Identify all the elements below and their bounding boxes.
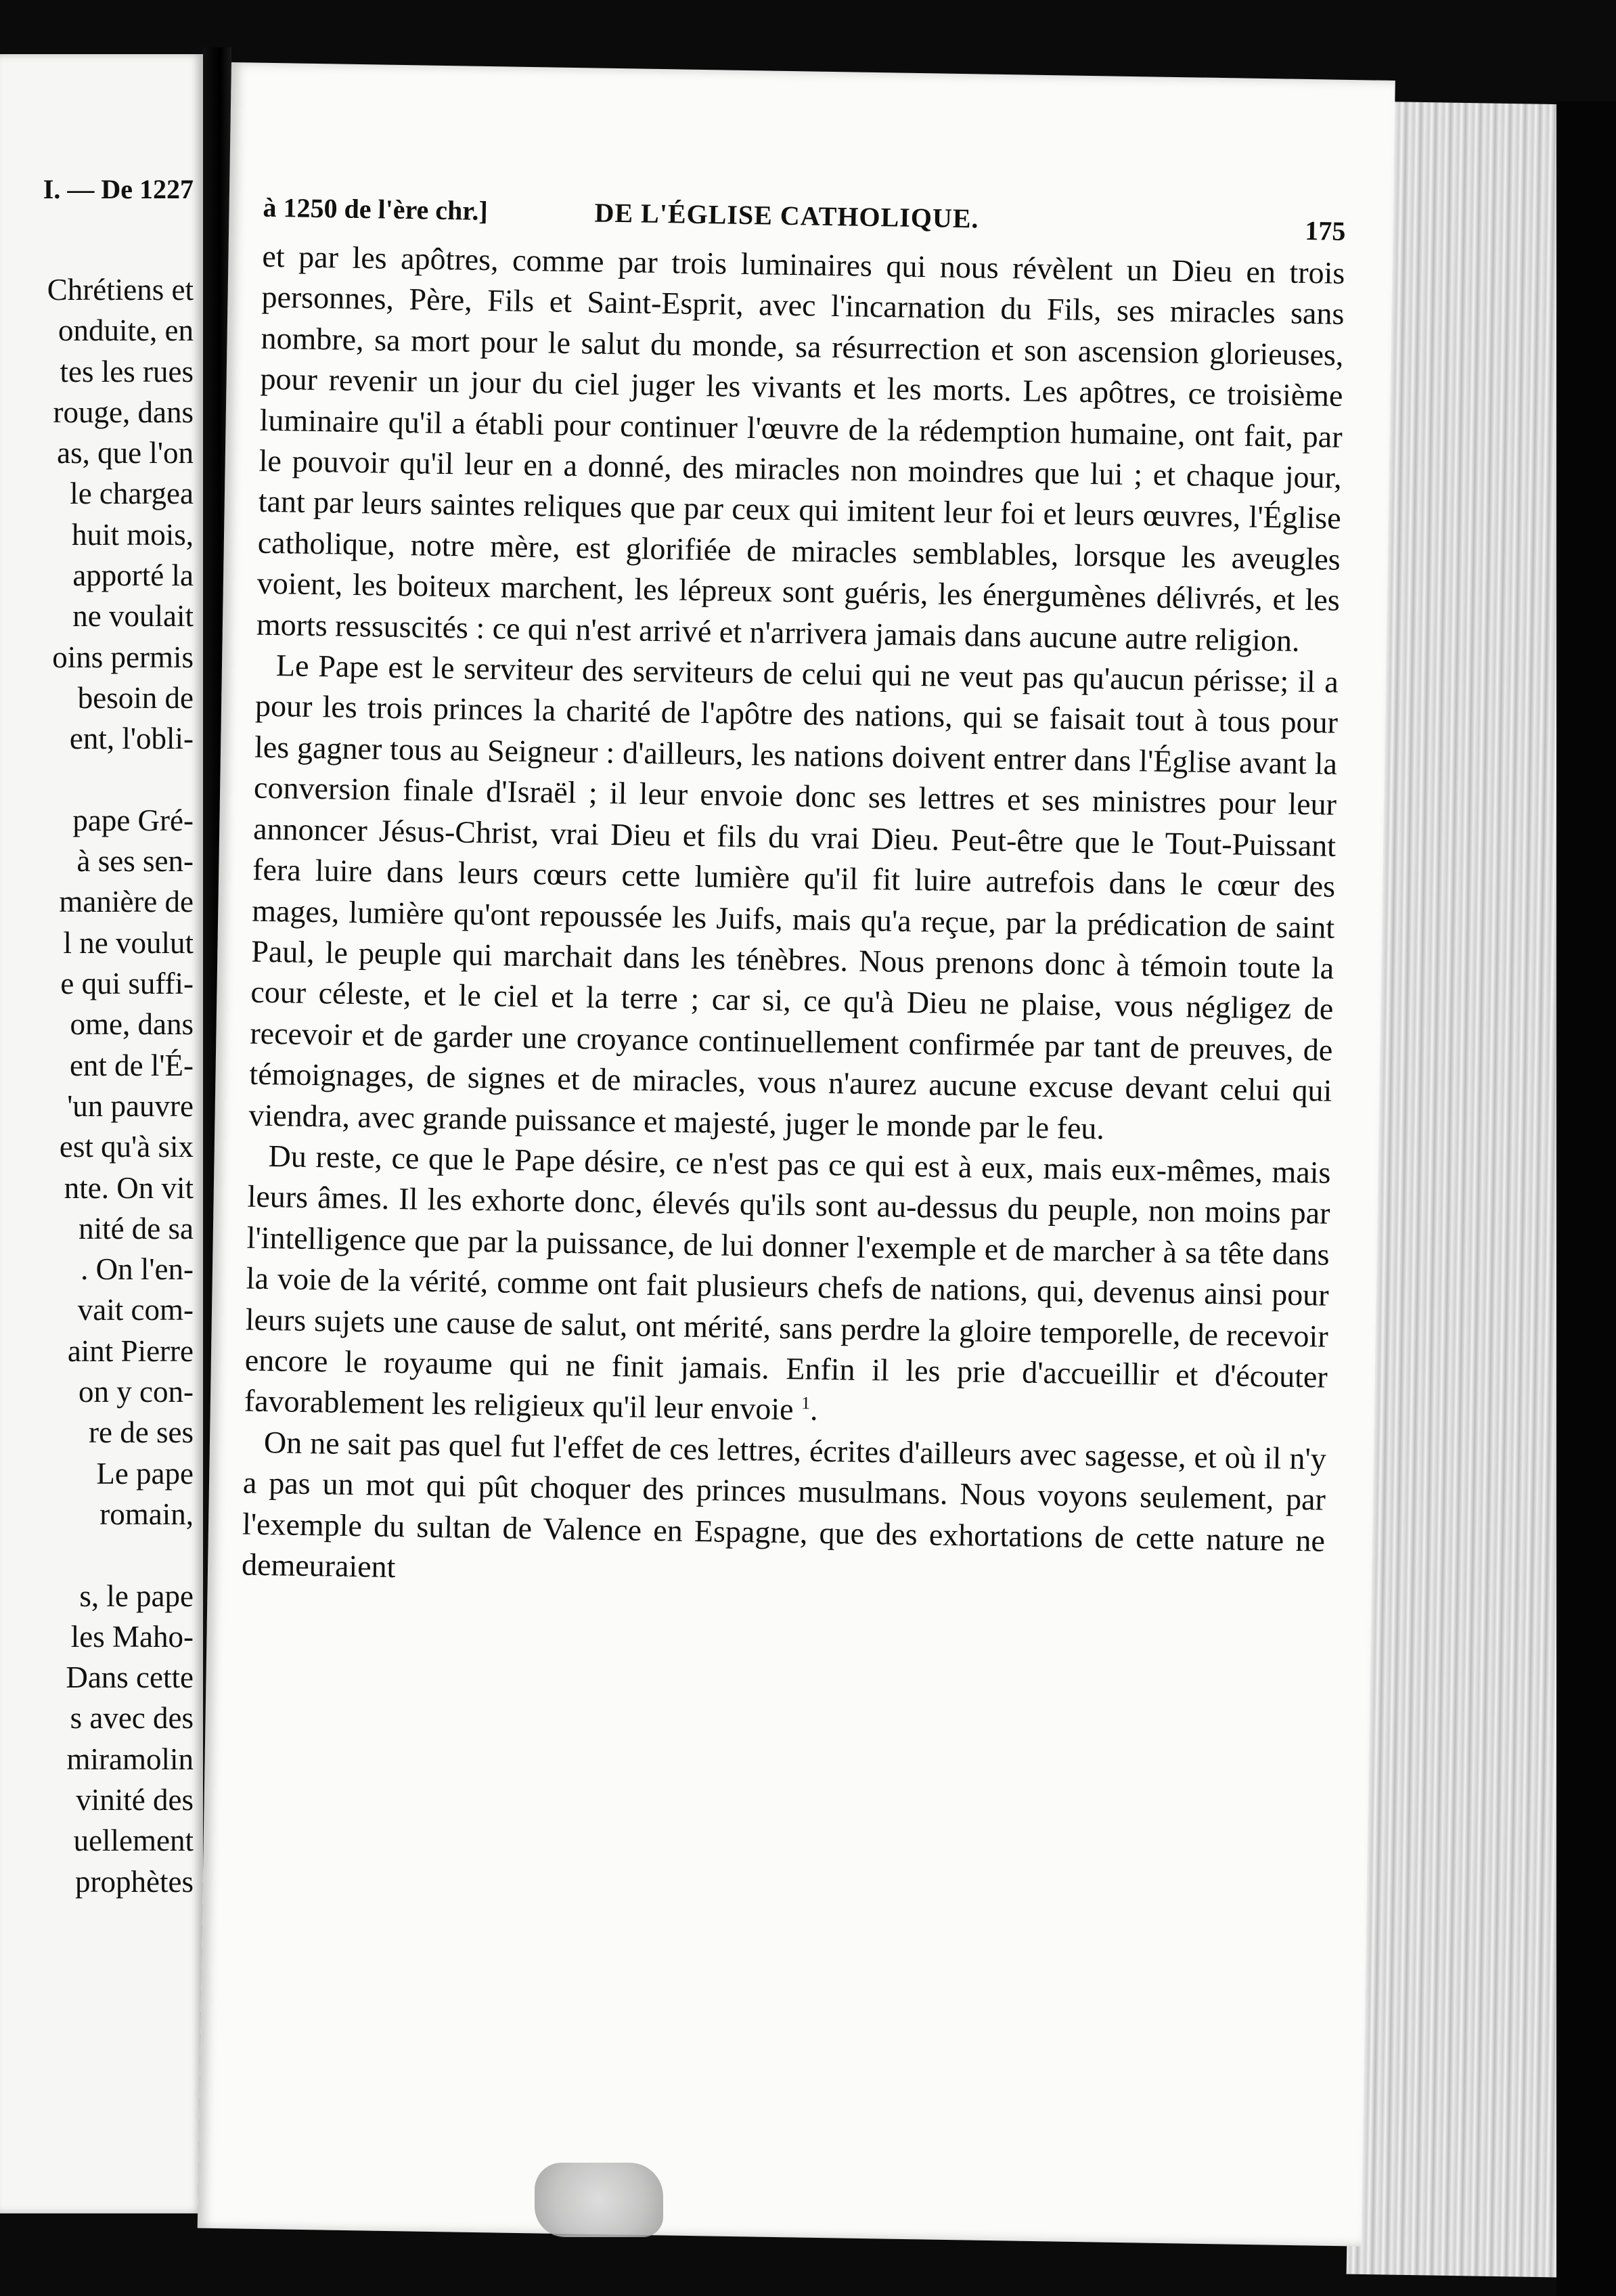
left-page-line: à ses sen- bbox=[76, 844, 194, 879]
left-page-line: ent, l'obli- bbox=[69, 722, 194, 756]
left-page-line: as, que l'on bbox=[57, 436, 194, 470]
right-page bbox=[198, 62, 1395, 2247]
left-page-line: . On l'en- bbox=[81, 1252, 194, 1287]
paragraph-text: Du reste, ce que le Pape désire, ce n'est pas ce qui est à eux, mais eux-mêmes, mais leurs âmes. Il les exhorte donc, élevés qu'ils sont au-dessus du peuple, non moins par l'intelligence que par la puissance, de lui donner l'exemple et de marcher à sa tête dans la voie de la vérité, comme ont fait plusieurs chefs de nations, qui, devenus ainsi pour leurs sujets une cause de salut, ont mérité, sans perdre la gloire temporelle, de recevoir encore le royaume qui ne finit jamais. Enfin il les prie d'accueillir et d'écouter favorablement les religieux qu'il leur envoie bbox=[244, 1138, 1331, 1427]
left-page-line: prophètes bbox=[75, 1864, 194, 1899]
left-page-line: Chrétiens et bbox=[47, 273, 194, 307]
left-page-line: on y con- bbox=[78, 1375, 194, 1409]
left-page-line: rouge, dans bbox=[53, 395, 194, 429]
left-running-head: I. — De 1227 bbox=[43, 174, 194, 204]
left-page-line: e qui suffi- bbox=[60, 967, 194, 1001]
left-page-line: s, le pape bbox=[79, 1578, 194, 1613]
left-page-line: manière de bbox=[59, 885, 194, 919]
left-page-line: Le pape bbox=[96, 1456, 194, 1491]
left-page-line: uellement bbox=[73, 1824, 194, 1858]
left-page-line: vait com- bbox=[77, 1293, 194, 1327]
left-page-line: apporté la bbox=[72, 558, 194, 593]
left-page-line: miramolin bbox=[66, 1742, 194, 1776]
left-page-text bbox=[0, 269, 194, 1902]
paragraph: et par les apôtres, comme par trois luminaires qui nous révèlent un Dieu en trois personnes, Père, Fils et Saint-Esprit, avec l'incarnation du Fils, ses miracles sans nombre, sa mort pour le salut du monde, sa résurrection et son ascension glorieuses, pour revenir un jour du ciel juger les vivants et les morts. Les apôtres, ce troisième luminaire qu'il a établi pour continuer l'œuvre de la rédemption humaine, ont fait, par le pouvoir qu'il leur en a donné, des miracles non moindres que lui ; et chaque jour, tant par leurs saintes reliques que par ceux qui imitent leur foi et leurs œuvres, l'Église catholique, notre mère, est glorifiée de miracles semblables, lorsque les aveugles voient, les boiteux marchent, les lépreux sont guéris, les énergumènes délivrés, et les morts ressuscités : ce qui n'est arrivé et n'arrivera jamais dans aucune autre religion. bbox=[256, 238, 1345, 658]
left-page-line: s avec des bbox=[70, 1701, 194, 1736]
left-page-line: besoin de bbox=[77, 680, 194, 715]
left-page-line: ne voulait bbox=[72, 599, 194, 634]
left-page-line: ome, dans bbox=[70, 1007, 194, 1042]
left-page-line: romain, bbox=[99, 1497, 194, 1531]
left-page-line: oins permis bbox=[52, 640, 194, 674]
left-page-line: nité de sa bbox=[78, 1211, 194, 1245]
left-page-line: le chargea bbox=[70, 477, 194, 511]
running-head-date-range: à 1250 de l'ère chr.] bbox=[263, 192, 489, 226]
left-page-line bbox=[0, 759, 194, 800]
body-text bbox=[242, 236, 1345, 1602]
page-number: 175 bbox=[1304, 215, 1346, 246]
left-page-line: tes les rues bbox=[60, 354, 194, 389]
paragraph: Le Pape est le serviteur des serviteurs de celui qui ne veut pas qu'aucun périsse; il a pour les trois princes la charité de l'apôtre des nations, qui se faisait tout à tous pour les gagner tous au Seigneur : d'ailleurs, les nations doivent entrer dans l'Église avant la conversion finale d'Israël ; il leur envoie donc ses lettres et ses ministres pour leur annoncer Jésus-Christ, vrai Dieu et fils du vrai Dieu. Peut-être que le Tout-Puissant fera luire dans leurs cœurs cette lumière qu'il fit luire autrefois dans le cœur des mages, lumière qu'ont repoussée les Juifs, mais qu'a reçue, par la prédication de saint Paul, le peuple qui marchait dans les ténèbres. Nous prenons donc à témoin toute la cour céleste, et le ciel et la terre ; car si, ce qu'à Dieu ne plaise, vous négligez de recevoir et de garder une croyance continuellement confirmée par tant de preuves, de témoignages, de signes et de miracles, vous n'aurez aucune excuse devant celui qui viendra, avec grande puissance et majesté, juger le monde par le feu. bbox=[248, 648, 1339, 1145]
left-page-line: re de ses bbox=[89, 1415, 194, 1450]
left-page-line: est qu'à six bbox=[59, 1130, 194, 1164]
left-page-line bbox=[0, 1535, 194, 1575]
left-page-line: les Maho- bbox=[70, 1619, 194, 1654]
left-page-line: ent de l'É- bbox=[69, 1048, 194, 1082]
left-page-line: vinité des bbox=[76, 1782, 194, 1817]
left-page-line: l ne voulut bbox=[63, 925, 194, 960]
footnote-marker: 1 bbox=[801, 1393, 811, 1413]
left-page-line: 'un pauvre bbox=[67, 1088, 194, 1123]
paragraph-end-punctuation: . bbox=[809, 1392, 818, 1428]
left-page-line: onduite, en bbox=[58, 313, 194, 348]
library-stamp bbox=[535, 2163, 663, 2237]
left-page-line: nte. On vit bbox=[64, 1170, 194, 1205]
paragraph bbox=[244, 1136, 1330, 1439]
left-page-line: pape Gré- bbox=[72, 803, 194, 837]
edge-shadow bbox=[1556, 102, 1616, 2296]
running-head-title: DE L'ÉGLISE CATHOLIQUE. bbox=[594, 197, 979, 234]
left-page-line: Dans cette bbox=[66, 1660, 194, 1695]
left-page-line: aint Pierre bbox=[67, 1333, 194, 1368]
paragraph: On ne sait pas quel fut l'effet de ces lettres, écrites d'ailleurs avec sagesse, et où il n'y a pas un mot qui pût choquer des princes musulmans. Nous voyons seulement, par l'exemple du sultan de Valence en Espagne, que des exhortations de cette nature ne demeuraient bbox=[241, 1424, 1327, 1585]
left-page-line: huit mois, bbox=[71, 517, 194, 552]
left-page bbox=[0, 54, 203, 2213]
